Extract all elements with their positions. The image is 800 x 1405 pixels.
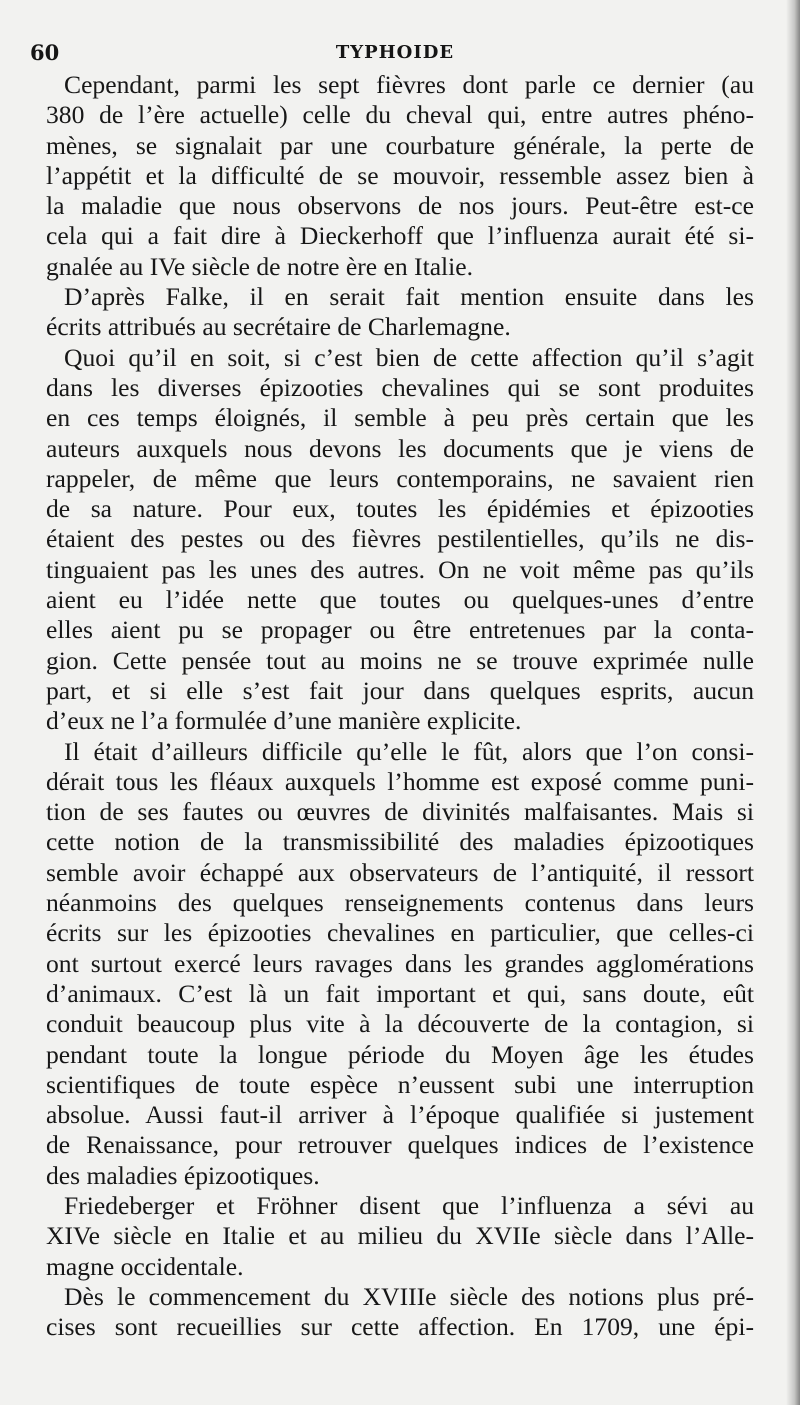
text-line: magne occidentale. bbox=[46, 1251, 244, 1281]
text-line: Il était d’ailleurs difficile qu’elle le fût, alors que l’on consi- bbox=[64, 736, 754, 766]
text-line: pendant toute la longue période du Moyen âge les études bbox=[46, 1039, 754, 1069]
text-line: d’eux ne l’a formulée d’une manière explicite. bbox=[46, 706, 522, 736]
paragraph-1 bbox=[46, 70, 754, 282]
text-line: Friedeberger et Fröhner disent que l’influenza a sévi au bbox=[64, 1190, 754, 1220]
body-text bbox=[46, 70, 754, 1342]
text-line: rappeler, de même que leurs contemporains, ne savaient rien bbox=[46, 463, 754, 493]
text-line: l’appétit et la difficulté de se mouvoir, ressemble assez bien à bbox=[46, 160, 754, 190]
text-line: Quoi qu’il en soit, si c’est bien de cette affection qu’il s’agit bbox=[64, 342, 754, 372]
text-line: part, et si elle s’est fait jour dans quelques esprits, aucun bbox=[46, 675, 754, 705]
text-line: elles aient pu se propager ou être entretenues par la conta- bbox=[46, 615, 754, 645]
text-line: tinguaient pas les unes des autres. On ne voit même pas qu’ils bbox=[46, 554, 754, 584]
text-line: auteurs auxquels nous devons les documents que je viens de bbox=[46, 433, 754, 463]
text-line: cela qui a fait dire à Dieckerhoff que l’influenza aurait été si- bbox=[46, 221, 754, 251]
text-line: Cependant, parmi les sept fièvres dont parle ce dernier (au bbox=[64, 70, 754, 99]
text-line: ont surtout exercé leurs ravages dans les grandes agglomérations bbox=[46, 948, 754, 978]
text-line: gnalée au IVe siècle de notre ère en Italie. bbox=[46, 251, 474, 281]
text-line: écrits sur les épizooties chevalines en particulier, que celles-ci bbox=[46, 918, 754, 948]
text-line: dans les diverses épizooties chevalines qui se sont produites bbox=[46, 372, 754, 402]
page-edge-shadow bbox=[786, 0, 800, 1405]
text-line: Dès le commencement du XVIIIe siècle des notions plus pré- bbox=[64, 1281, 754, 1311]
page-number: 60 bbox=[30, 40, 60, 65]
text-line: dérait tous les fléaux auxquels l’homme est exposé comme puni- bbox=[46, 766, 754, 796]
page-header bbox=[30, 40, 760, 70]
text-line: cette notion de la transmissibilité des maladies épizootiques bbox=[46, 827, 754, 857]
text-line: tion de ses fautes ou œuvres de divinités malfaisantes. Mais si bbox=[46, 797, 754, 827]
text-line: mènes, se signalait par une courbature générale, la perte de bbox=[46, 130, 754, 160]
text-line: néanmoins des quelques renseignements contenus dans leurs bbox=[46, 888, 754, 918]
text-line: gion. Cette pensée tout au moins ne se trouve exprimée nulle bbox=[46, 645, 754, 675]
text-line: de sa nature. Pour eux, toutes les épidémies et épizooties bbox=[46, 494, 754, 524]
paragraph-3 bbox=[46, 343, 754, 737]
text-line: XIVe siècle en Italie et au milieu du XVIIe siècle dans l’Alle- bbox=[46, 1221, 754, 1251]
text-line: en ces temps éloignés, il semble à peu près certain que les bbox=[46, 403, 754, 433]
text-line: scientifiques de toute espèce n’eussent subi une interruption bbox=[46, 1069, 754, 1099]
paragraph-5 bbox=[46, 1191, 754, 1282]
paragraph-6 bbox=[46, 1282, 754, 1343]
text-line: la maladie que nous observons de nos jours. Peut-être est-ce bbox=[46, 191, 754, 221]
paragraph-2 bbox=[46, 282, 754, 343]
text-line: conduit beaucoup plus vite à la découverte de la contagion, si bbox=[46, 1009, 754, 1039]
text-line: aient eu l’idée nette que toutes ou quelques-unes d’entre bbox=[46, 585, 754, 615]
text-line: écrits attribués au secrétaire de Charlemagne. bbox=[46, 312, 511, 342]
text-line: des maladies épizootiques. bbox=[46, 1160, 320, 1190]
text-line: semble avoir échappé aux observateurs de l’antiquité, il ressort bbox=[46, 857, 754, 887]
text-line: de Renaissance, pour retrouver quelques indices de l’existence bbox=[46, 1130, 754, 1160]
running-title: TYPHOIDE bbox=[335, 42, 455, 63]
text-line: 380 de l’ère actuelle) celle du cheval qui, entre autres phéno- bbox=[46, 100, 754, 130]
text-line: étaient des pestes ou des fièvres pestilentielles, qu’ils ne dis- bbox=[46, 524, 754, 554]
text-line: absolue. Aussi faut-il arriver à l’époque qualifiée si justement bbox=[46, 1100, 754, 1130]
paragraph-4 bbox=[46, 737, 754, 1191]
text-line: D’après Falke, il en serait fait mention ensuite dans les bbox=[64, 282, 754, 312]
text-line: d’animaux. C’est là un fait important et qui, sans doute, eût bbox=[46, 978, 754, 1008]
text-line: cises sont recueillies sur cette affection. En 1709, une épi- bbox=[46, 1312, 754, 1342]
